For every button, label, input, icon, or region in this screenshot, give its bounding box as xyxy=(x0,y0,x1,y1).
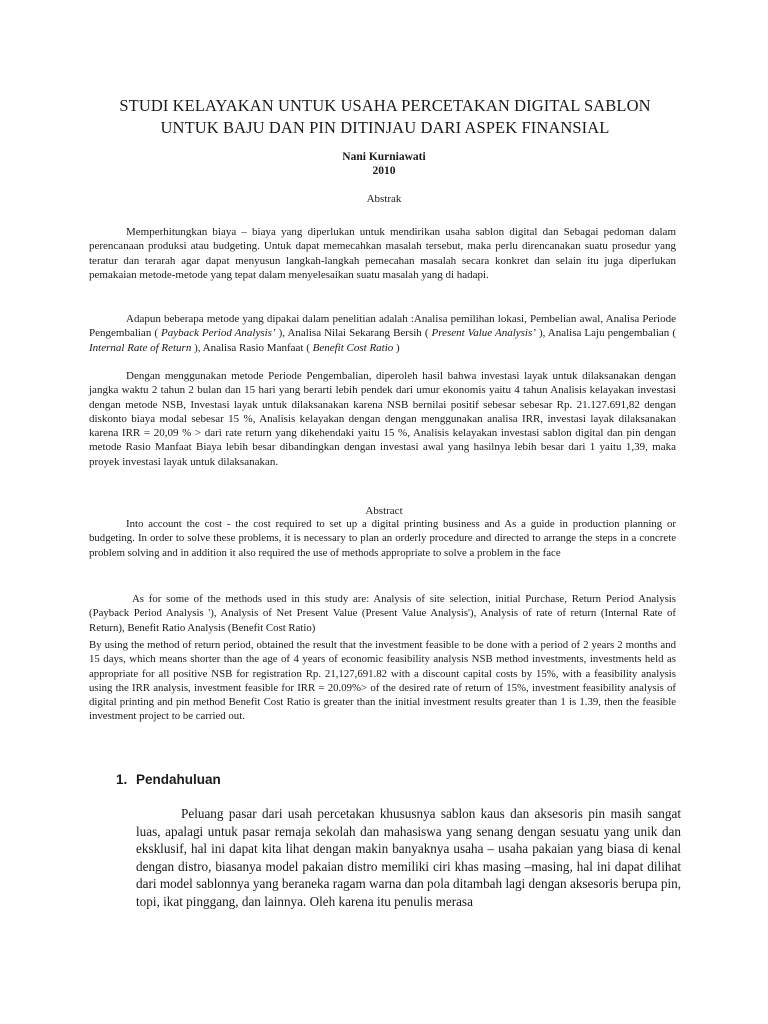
title-line-2: UNTUK BAJU DAN PIN DITINJAU DARI ASPEK FINANSIAL xyxy=(160,118,610,137)
abstrak-p2-italic-2: Present Value Analysis’ xyxy=(431,327,536,340)
abstrak-heading: Abstrak xyxy=(366,193,402,205)
abstrak-paragraph-2 xyxy=(89,312,676,355)
abstrak-p2-text-3: ), Analisa Laju pengembalian ( xyxy=(535,327,676,340)
abstrak-paragraph-1: Memperhitungkan biaya – biaya yang diperlukan untuk mendirikan usaha sablon digital dan Sebagai pedoman dalam perencanaan produksi atau budgeting. Untuk dapat memecahkan masalah tersebut, maka perlu direncanakan suatu prosedur yang teratur dan terarah agar dapat menyusun langkah-langkah pemecahan masalah secara konkret dan selain itu juga diperlukan pemakaian metode-metode yang tepat dalam menyelesaikan suatu masalah yang di hadapi. xyxy=(89,226,676,281)
abstrak-paragraph-3: Dengan menggunakan metode Periode Pengembalian, diperoleh hasil bahwa investasi layak untuk dilaksanakan dengan jangka waktu 2 tahun 2 bulan dan 15 hari yang berarti lebih pendek dari umur ekonomis yaitu 4 tahun Analisis kelayakan investasi dengan metode NSB, Investasi layak untuk dilaksanakan karena NSB bernilai positif sebesar sebesar Rp. 21.127.691,82 dengan diskonto biaya modal sebesar 15 %, Analisis kelayakan dengan dengan menggunakan analisa IRR, investasi layak dilaksanakan karena IRR = 20,09 % > dari rate return yang dikehendaki yaitu 15 %, Analisis kelayakan investasi sablon digital dan pin dengan metode Rasio Manfaat Biaya lebih besar dibandingkan dengan investasi awal yang hasilnya lebih besar dari 1 yaitu 1,39, maka proyek investasi layak untuk dilaksanakan. xyxy=(89,370,676,468)
abstrak-p2-italic-4: Benefit Cost Ratio xyxy=(312,341,394,354)
author-name: Nani Kurniawati xyxy=(342,151,426,163)
abstrak-p2-text-4: ), Analisa Rasio Manfaat ( xyxy=(191,341,313,354)
abstrak-p2-text-5: ) xyxy=(393,341,400,354)
publication-year: 2010 xyxy=(372,165,396,177)
abstrak-p2-italic-3: Internal Rate of Return xyxy=(89,341,192,354)
abstrak-p2-italic-1: Payback Period Analysis’ xyxy=(161,327,276,340)
section-title: Pendahuluan xyxy=(136,772,221,787)
abstract-paragraph-1: Into account the cost - the cost required to set up a digital printing business and As a guide in production planning or budgeting. In order to solve these problems, it is necessary to plan an orderly procedure and directed to arrange the steps in a concrete problem solving and in addition it also required the use of methods appropriate to solve a problem in the face xyxy=(89,518,676,559)
abstrak-p2-text-1: Adapun beberapa metode yang dipakai dalam penelitian adalah :Analisa pemilihan lokasi, Pembelian awal, Analisa Periode Pengembalian ( xyxy=(89,313,676,340)
paper-title xyxy=(90,95,680,139)
section-paragraph-1: Peluang pasar dari usah percetakan khususnya sablon kaus dan aksesoris pin masih sangat luas, apalagi untuk pasar remaja sekolah dan mahasiswa yang senang dengan sesuatu yang unik dan eksklusif, hal ini dapat kita lihat dengan makin banyaknya usaha – usaha pakaian yang biasa di kenal dengan distro, biasanya model pakaian distro memiliki ciri khas masing –masing, hal ini dapat dilihat dari model sablonnya yang beraneka ragam warna dan pola ditambah lagi dengan aksesoris berupa pin, topi, ikat pinggang, dan lainnya. Oleh karena itu penulis merasa xyxy=(136,806,681,909)
title-line-1: STUDI KELAYAKAN UNTUK USAHA PERCETAKAN DIGITAL SABLON xyxy=(119,96,651,115)
section-number: 1. xyxy=(116,772,128,787)
abstract-paragraph-2: As for some of the methods used in this study are: Analysis of site selection, initial Purchase, Return Period Analysis (Payback Period Analysis '), Analysis of Net Present Value (Present Value Analysis'), Analysis of rate of return (Internal Rate of Return), Benefit Ratio Analysis (Benefit Cost Ratio) xyxy=(89,593,676,634)
abstrak-p2-text-2: ), Analisa Nilai Sekarang Bersih ( xyxy=(275,327,432,340)
abstract-paragraph-3: By using the method of return period, obtained the result that the investment feasible to be done with a period of 2 years 2 months and 15 days, which means shorter than the age of 4 years of economic feasibility analysis NSB method investments, investments held as appropriate for all positive NSB for registration Rp. 21,127,691.82 with a discount capital costs by 15%, with a feasibility analysis using the IRR analysis, investment feasible for IRR = 20.09%> of the desired rate of return of 15%, investment feasibility analysis of digital printing and pin method Benefit Cost Ratio is greater than the initial investment results greater than 1 is 1.39, then the feasible investment project to be carried out. xyxy=(89,639,676,723)
author-block xyxy=(0,150,768,178)
abstract-heading: Abstract xyxy=(365,505,403,517)
section-heading xyxy=(116,772,221,787)
